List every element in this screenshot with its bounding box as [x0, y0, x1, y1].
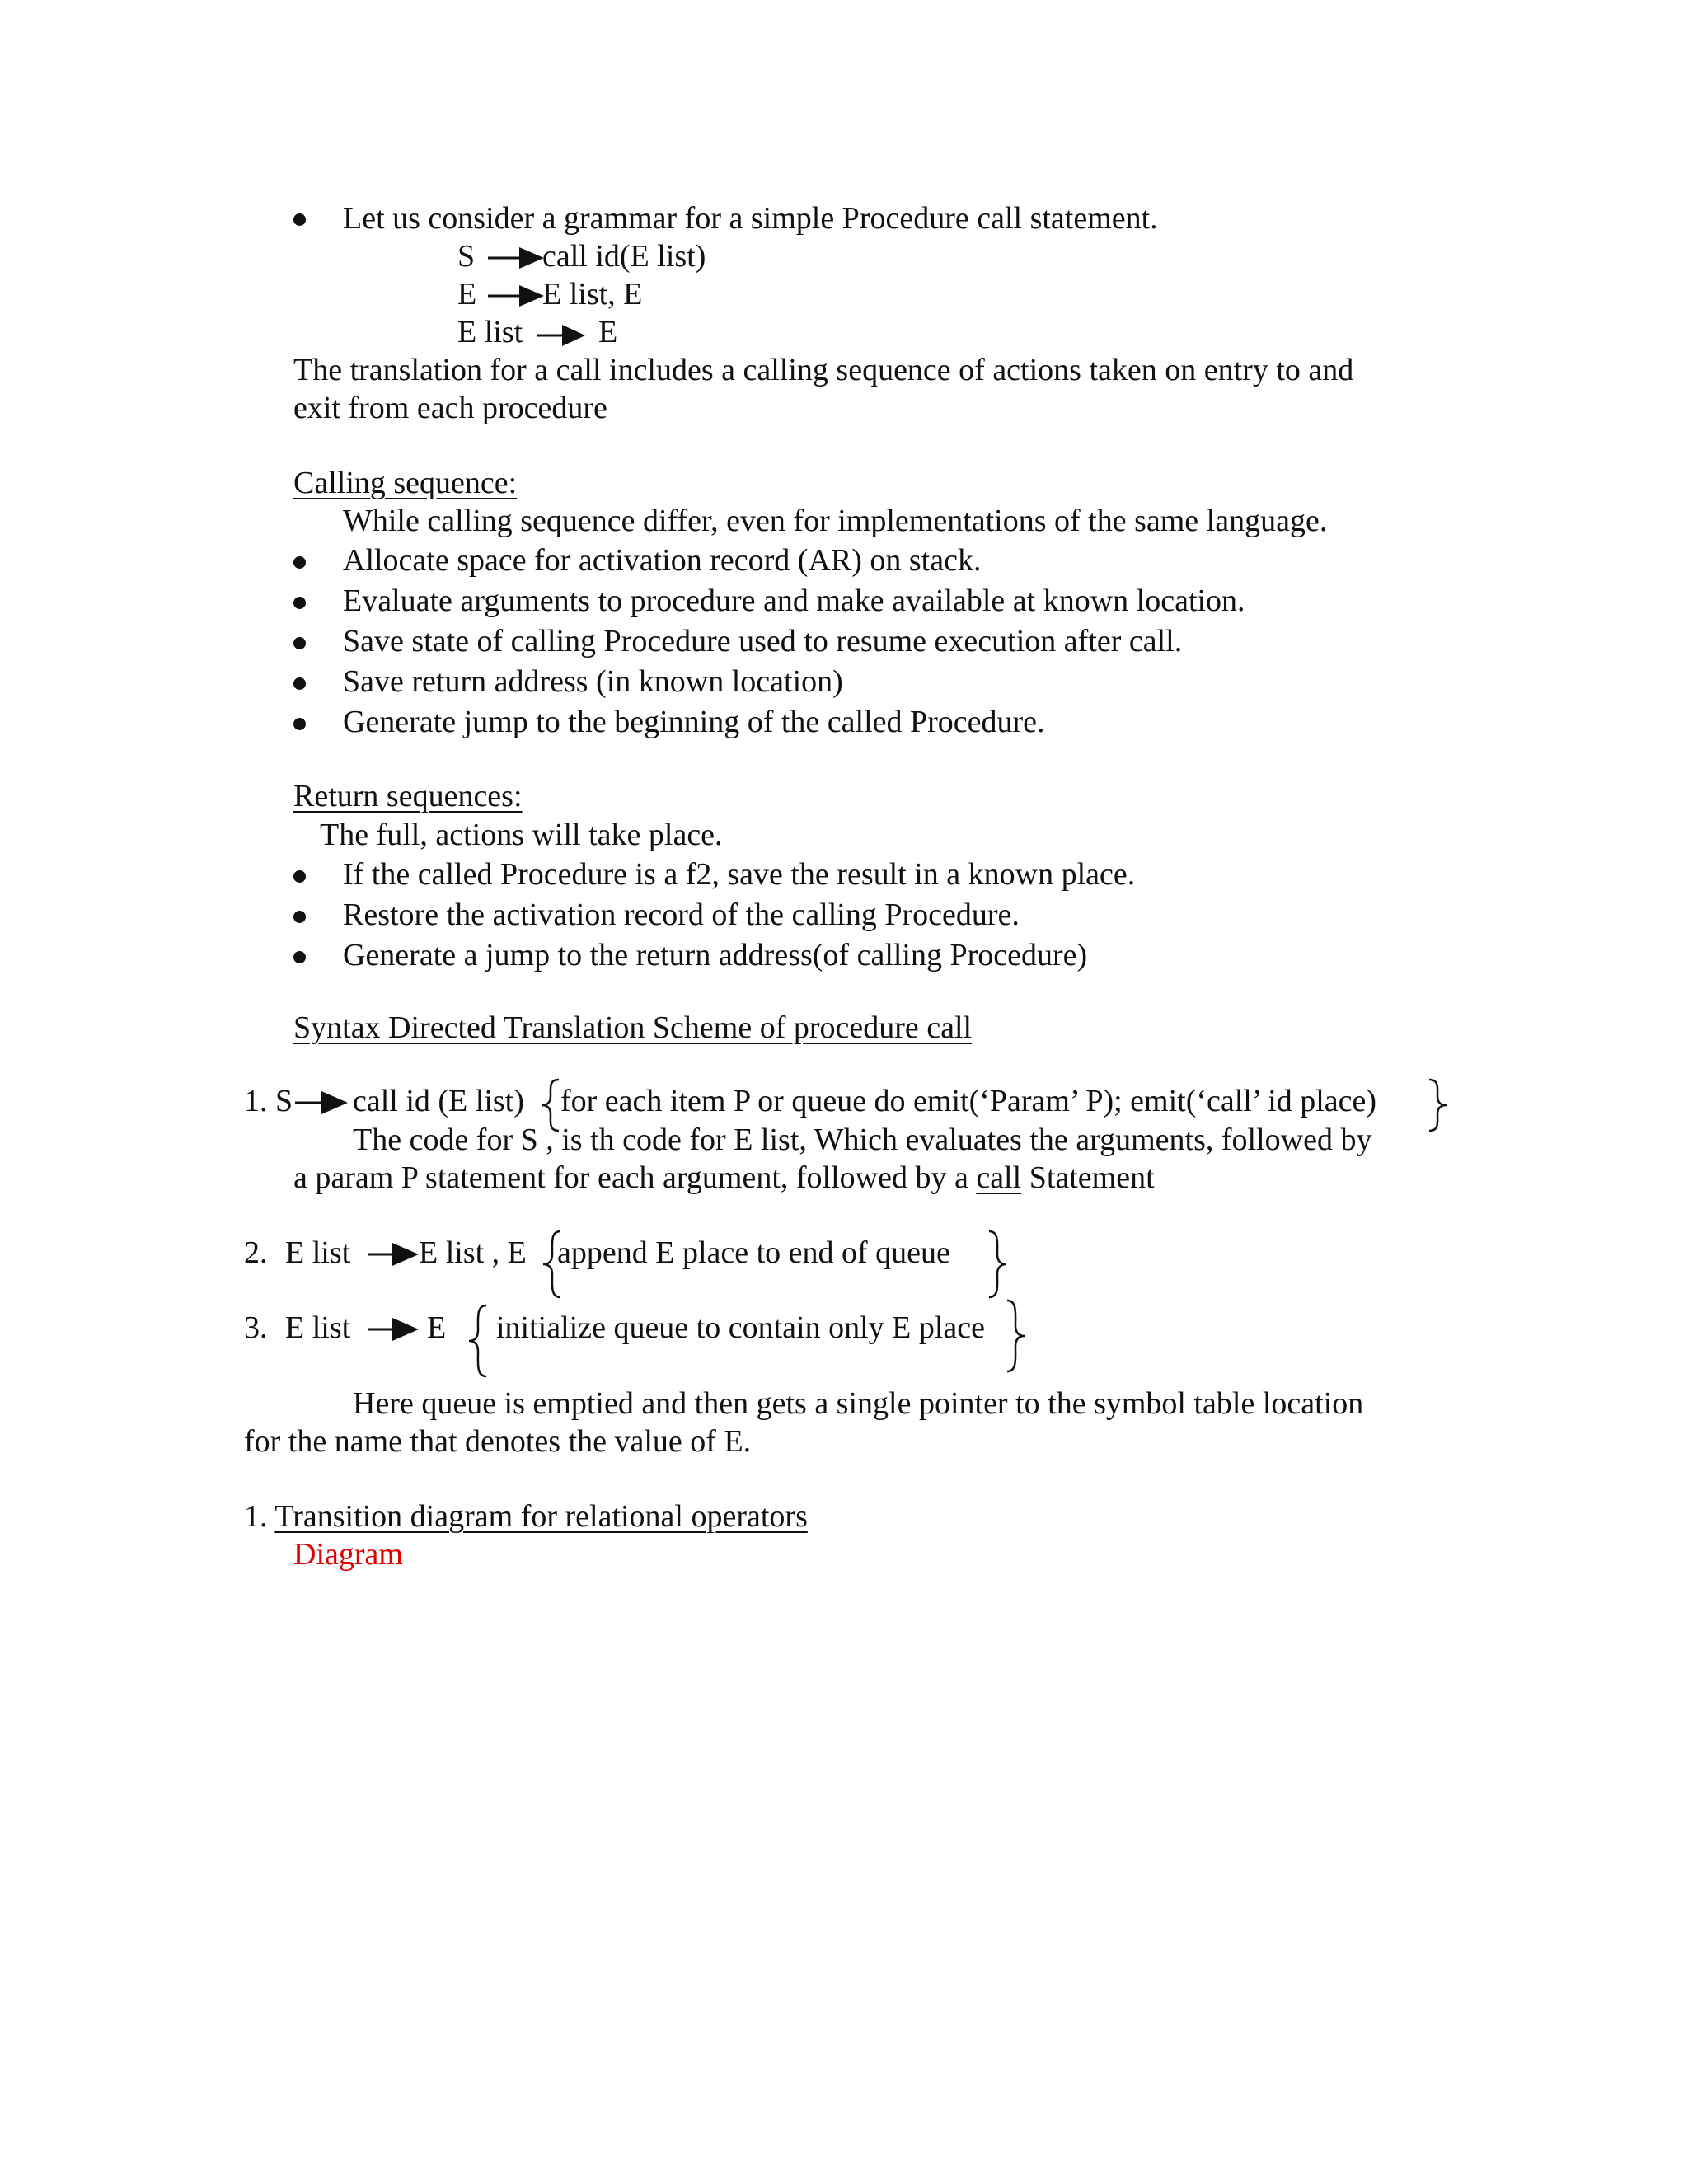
- right-brace-icon: [986, 1230, 1009, 1299]
- arrow-icon: [368, 1241, 420, 1268]
- queue-note: for the name that denotes the value of E.: [244, 1424, 752, 1459]
- arrow-icon: [488, 284, 546, 308]
- production-number: 1. S: [244, 1084, 293, 1118]
- production-description: [293, 1159, 1155, 1197]
- production-rhs: E: [427, 1310, 447, 1345]
- calling-item: Generate jump to the beginning of the called Procedure.: [343, 705, 1045, 739]
- bullet-dot: [293, 597, 306, 609]
- calling-sequence-lead: While calling sequence differ, even for implementations of the same language.: [343, 504, 1328, 538]
- left-brace-icon: [467, 1304, 490, 1378]
- call-keyword: call: [976, 1160, 1022, 1195]
- bullet-dot: [293, 213, 306, 226]
- semantic-action: initialize queue to contain only E place: [496, 1310, 986, 1345]
- return-item: If the called Procedure is a f2, save the result in a known place.: [343, 857, 1136, 892]
- description-text: a param P statement for each argument, followed by a: [293, 1160, 977, 1195]
- grammar-rule-lhs: E list: [457, 315, 523, 349]
- production-lhs: E list: [285, 1310, 351, 1345]
- bullet-dot: [293, 911, 306, 923]
- grammar-rule-rhs: E list, E: [542, 277, 643, 312]
- translation-text: exit from each procedure: [293, 391, 607, 425]
- description-text: Statement: [1021, 1160, 1155, 1195]
- return-sequences-heading: Return sequences:: [293, 779, 523, 813]
- arrow-icon: [295, 1090, 349, 1116]
- intro-bullet-text: Let us consider a grammar for a simple Procedure call statement.: [343, 201, 1158, 236]
- diagram-label: Diagram: [293, 1537, 403, 1572]
- arrow-icon: [537, 323, 587, 348]
- bullet-dot: [293, 951, 306, 963]
- production-rhs: call id (E list): [353, 1084, 524, 1118]
- grammar-rule-lhs: S: [457, 239, 476, 274]
- queue-note: Here queue is emptied and then gets a single pointer to the symbol table location: [353, 1386, 1364, 1421]
- transition-number: 1.: [244, 1499, 275, 1534]
- sdt-heading: Syntax Directed Translation Scheme of procedure call: [293, 1010, 973, 1045]
- bullet-dot: [293, 637, 306, 649]
- return-item: Generate a jump to the return address(of calling Procedure): [343, 938, 1088, 972]
- production-lhs: E list: [285, 1235, 351, 1270]
- calling-item: Save state of calling Procedure used to resume execution after call.: [343, 624, 1183, 658]
- grammar-rule-rhs: call id(E list): [542, 239, 706, 274]
- calling-sequence-heading: Calling sequence:: [293, 466, 518, 500]
- production-rhs: E list , E: [419, 1235, 527, 1270]
- bullet-dot: [293, 870, 306, 883]
- transition-heading: Transition diagram for relational operators: [274, 1499, 808, 1534]
- bullet-dot: [293, 718, 306, 730]
- calling-item: Save return address (in known location): [343, 664, 843, 699]
- production-number: 3.: [244, 1310, 268, 1345]
- semantic-action: append E place to end of queue: [557, 1235, 950, 1270]
- calling-item: Evaluate arguments to procedure and make available at known location.: [343, 583, 1245, 618]
- bullet-dot: [293, 556, 306, 569]
- arrow-icon: [488, 246, 546, 270]
- calling-item: Allocate space for activation record (AR) on stack.: [343, 543, 982, 578]
- return-item: Restore the activation record of the calling Procedure.: [343, 898, 1020, 932]
- translation-text: The translation for a call includes a calling sequence of actions taken on entry to and: [293, 353, 1354, 387]
- bullet-dot: [293, 677, 306, 690]
- right-brace-icon: [1426, 1078, 1449, 1132]
- grammar-rule-lhs: E: [457, 277, 477, 312]
- production-description: The code for S , is th code for E list, Which evaluates the arguments, followed by: [353, 1122, 1372, 1157]
- arrow-icon: [368, 1316, 420, 1343]
- right-brace-icon: [1004, 1299, 1027, 1373]
- transition-heading-row: [244, 1497, 808, 1535]
- semantic-action: for each item P or queue do emit(‘Param’ P); emit(‘call’ id place): [560, 1084, 1377, 1118]
- return-sequences-lead: The full, actions will take place.: [320, 818, 723, 852]
- production-number: 2.: [244, 1235, 268, 1270]
- grammar-rule-rhs: E: [598, 315, 618, 349]
